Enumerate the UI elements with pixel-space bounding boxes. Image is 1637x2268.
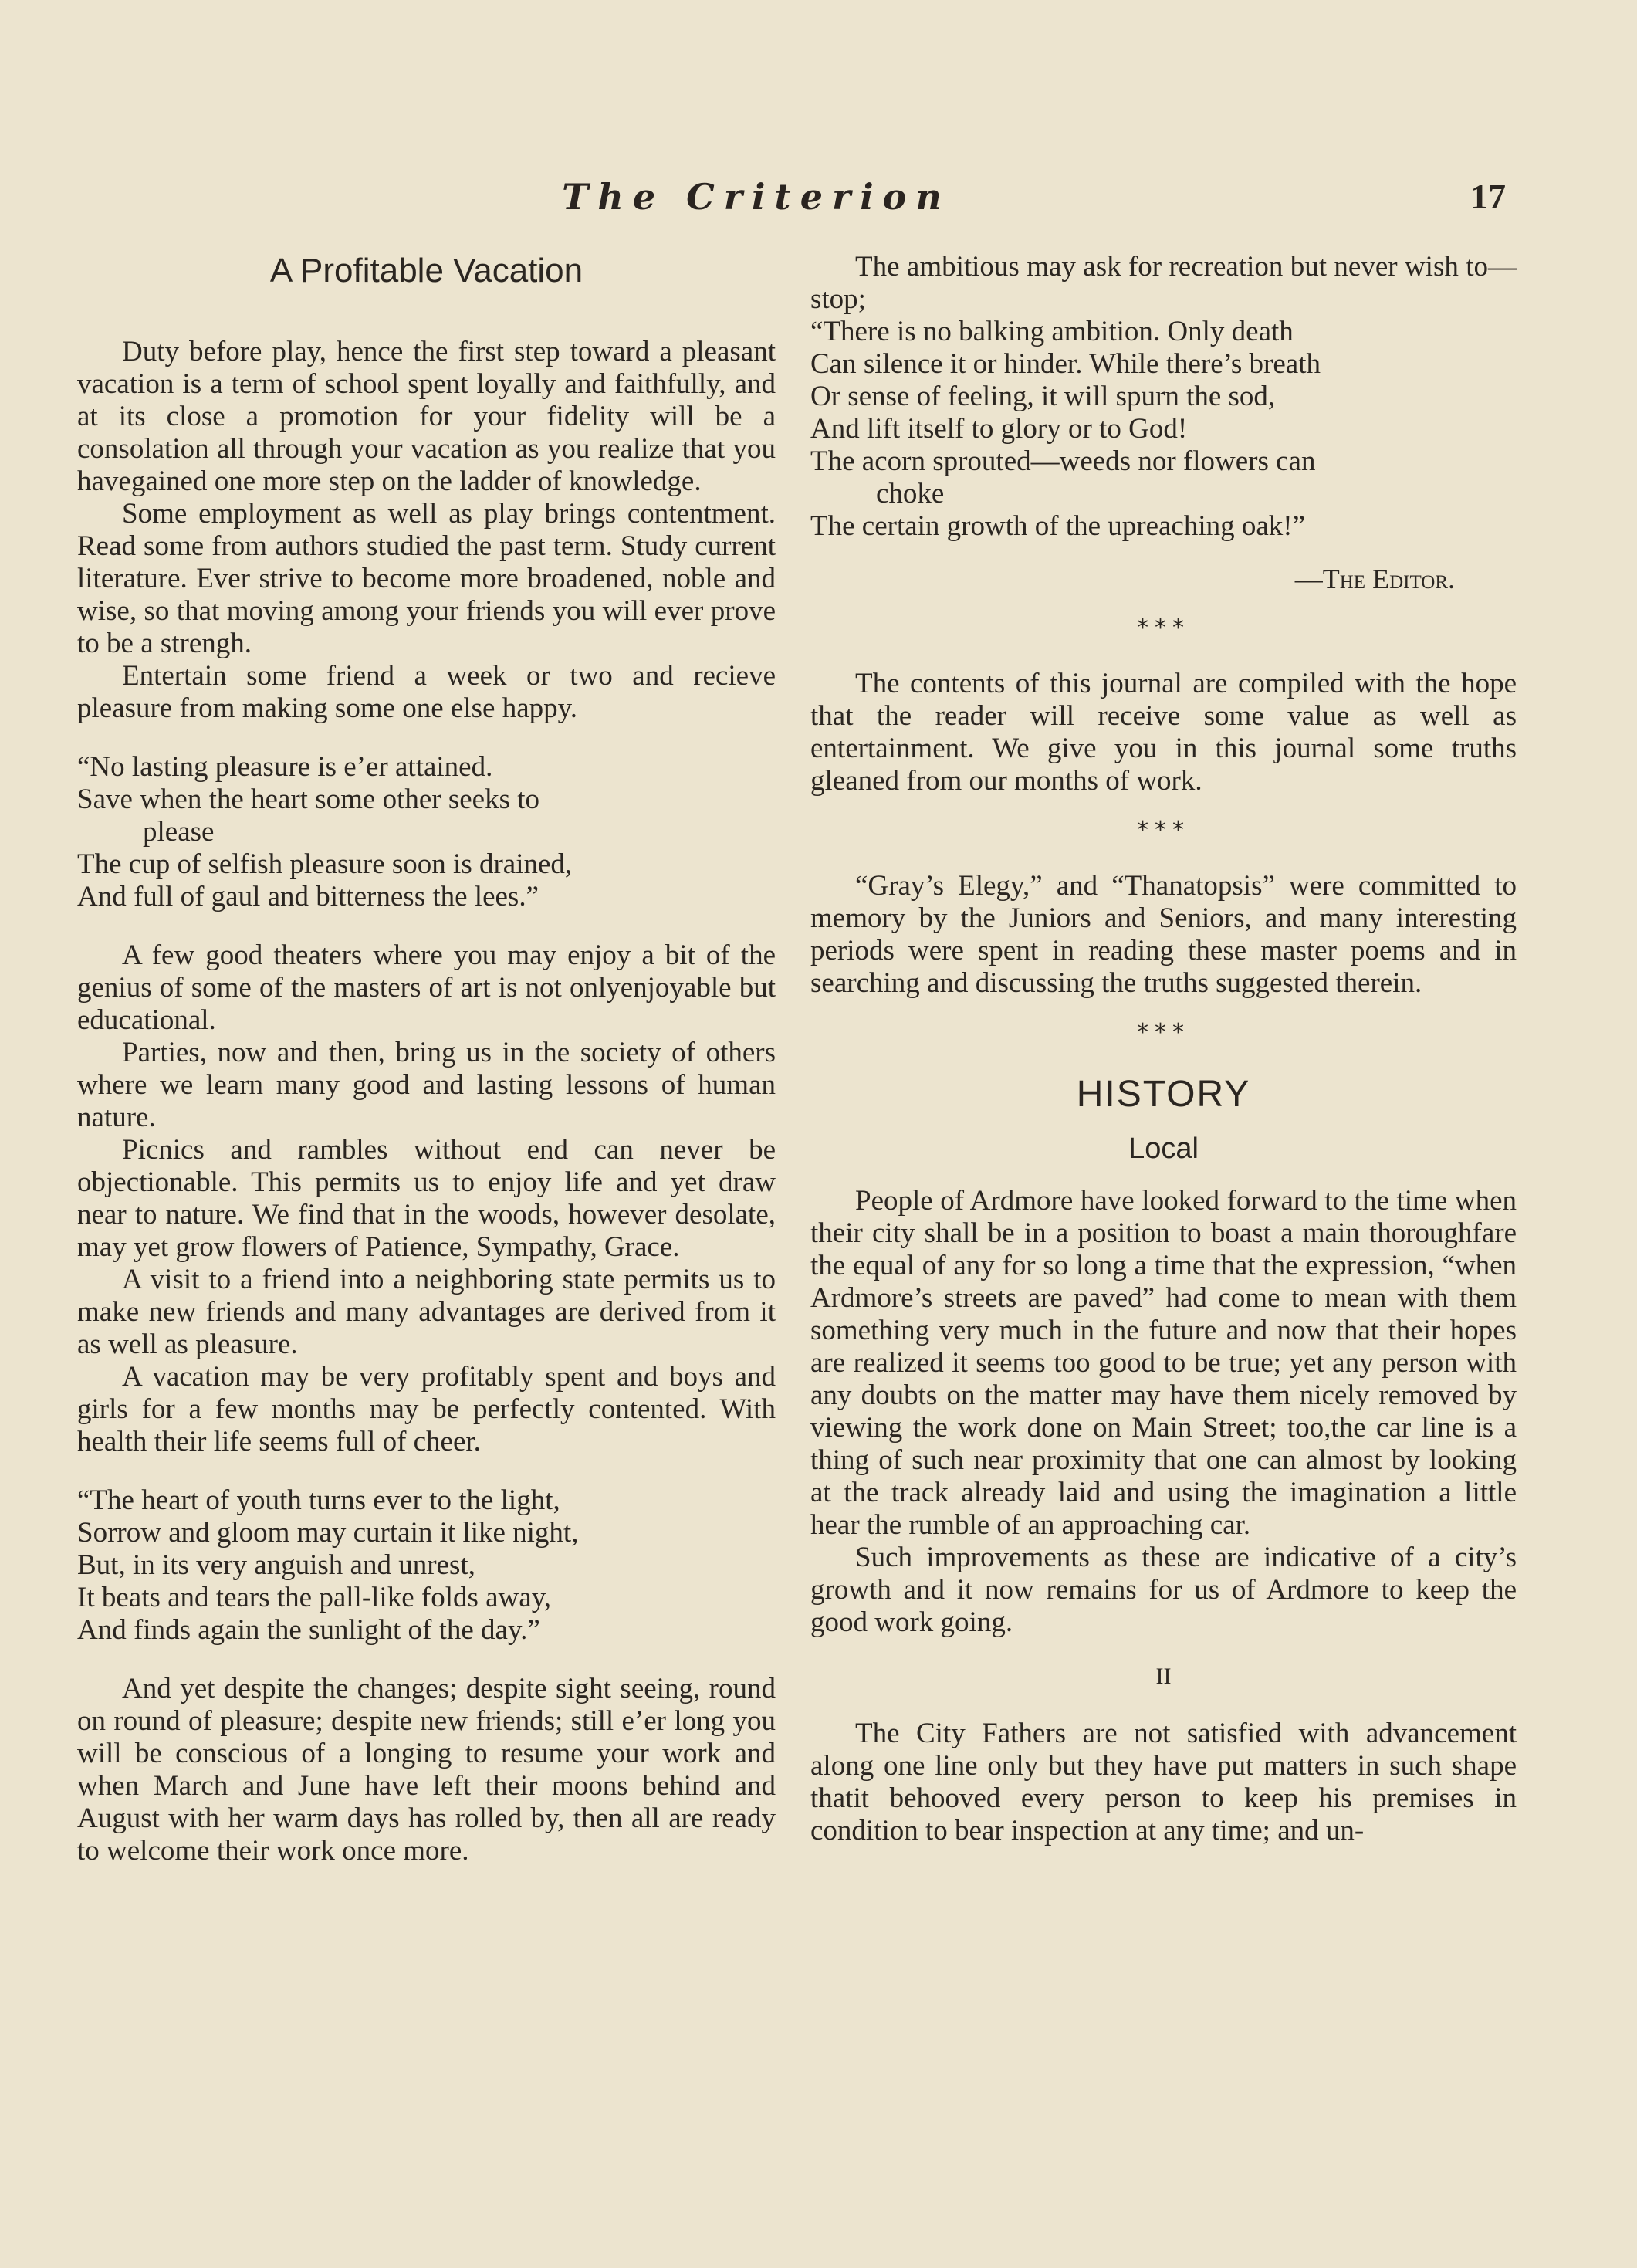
poem-line: The certain growth of the upreaching oak!” — [810, 510, 1306, 542]
poem-line: And lift itself to glory or to God! — [810, 413, 1188, 445]
running-title: The Criterion — [562, 176, 951, 218]
paragraph: A visit to a friend into a neighboring state permits us to make new friends and many advantages are derived from it as well as pleasure. — [77, 1264, 776, 1360]
section-divider-stars: *** — [1137, 614, 1190, 641]
poem-line: “There is no balking ambition. Only death — [810, 316, 1294, 347]
paragraph: A few good theaters where you may enjoy a bit of the genius of some of the masters of art is not onlyenjoyable but educational. — [77, 939, 776, 1036]
paragraph: Entertain some friend a week or two and recieve pleasure from making some one else happy. — [77, 660, 776, 724]
paragraph: Parties, now and then, bring us in the society of others where we learn many good and lasting lessons of human nature. — [77, 1037, 776, 1133]
poem-line: And full of gaul and bitterness the lees.” — [77, 881, 539, 912]
poem-line: But, in its very anguish and unrest, — [77, 1549, 475, 1581]
signature-dash: — — [1294, 564, 1323, 594]
poem-line: Save when the heart some other seeks to — [77, 784, 540, 815]
page-number: 17 — [1470, 177, 1506, 216]
poem-quote — [810, 316, 1517, 543]
poem-line: Sorrow and gloom may curtain it like night, — [77, 1517, 579, 1549]
paragraph: The contents of this journal are compiled with the hope that the reader will receive some value as well as entertainment. We give you in this journal some truths gleaned from our months of work. — [810, 668, 1517, 797]
signature-name: The Editor. — [1322, 564, 1455, 594]
poem-quote — [77, 751, 776, 913]
paragraph: The ambitious may ask for recreation but never wish to—stop; — [810, 251, 1517, 315]
paragraph: The City Fathers are not satisfied with advancement along one line only but they have put matters in such shape thatit behooved every person to keep his premises in condition to bear inspection at any time; and un- — [810, 1718, 1517, 1847]
paragraph: Duty before play, hence the first step toward a pleasant vacation is a term of school spent loyally and faithfully, and at its close a promotion for your fidelity will be a consolation all through your vacation as you realize that you havegained one more step on the ladder of knowledge. — [77, 336, 776, 497]
history-heading: HISTORY — [1076, 1074, 1251, 1115]
left-column — [77, 251, 776, 1867]
paragraph: A vacation may be very profitably spent and boys and girls for a few months may be perfectly contented. With health their life seems full of cheer. — [77, 1361, 776, 1457]
paragraph: And yet despite the changes; despite sight seeing, round on round of pleasure; despite new friends; still e’er long you will be conscious of a longing to resume your work and when March and June have left their moons behind and August with her warm days has rolled by, then all are ready to welcome their work once more. — [77, 1673, 776, 1867]
right-column — [810, 251, 1517, 1847]
paragraph: People of Ardmore have looked forward to the time when their city shall be in a position to boast a main thoroughfare the equal of any for so long a time that the expression, “when Ardmore’s streets are paved” had come to mean with them something very much in the future and now that their hopes are realized it seems too good to be true; yet any person with any doubts on the matter may have them nicely removed by viewing the work done on Main Street; too,the car line is a thing of such near proximity that one can almost by looking at the track already laid and using the imagination a little hear the rumble of an approaching car. — [810, 1185, 1517, 1541]
poem-line: choke — [876, 478, 945, 509]
page-header — [0, 176, 1637, 230]
paragraph: Such improvements as these are indicative of a city’s growth and it now remains for us of Ardmore to keep the good work going. — [810, 1542, 1517, 1638]
poem-quote — [77, 1484, 776, 1647]
poem-line: It beats and tears the pall-like folds away, — [77, 1582, 552, 1613]
poem-line: Or sense of feeling, it will spurn the sod, — [810, 381, 1276, 412]
poem-line: Can silence it or hinder. While there’s breath — [810, 348, 1321, 380]
paragraph: “Gray’s Elegy,” and “Thanatopsis” were committed to memory by the Juniors and Seniors, and many interesting periods were spent in reading these master poems and in searching and discussing the truths suggested therein. — [810, 870, 1517, 999]
paragraph: Some employment as well as play brings contentment. Read some from authors studied the past term. Study current literature. Ever strive to become more broadened, noble and wise, so that moving among your friends you will ever prove to be a strengh. — [77, 498, 776, 659]
poem-line: The acorn sprouted—weeds nor flowers can — [810, 445, 1316, 477]
paragraph: Picnics and rambles without end can never be objectionable. This permits us to enjoy life and yet draw near to nature. We find that in the woods, however desolate, may yet grow flowers of Patience, Sympathy, Grace. — [77, 1134, 776, 1263]
poem-line: The cup of selfish pleasure soon is drained, — [77, 848, 573, 880]
article-title: A Profitable Vacation — [269, 252, 583, 289]
section-divider-stars: *** — [1137, 1019, 1190, 1046]
editor-signature — [810, 563, 1517, 595]
section-number: II — [1155, 1664, 1172, 1689]
poem-line: please — [143, 816, 215, 848]
local-subheading: Local — [1128, 1132, 1199, 1165]
section-divider-stars: *** — [1137, 817, 1190, 844]
poem-line: And finds again the sunlight of the day.” — [77, 1614, 540, 1646]
poem-line: “The heart of youth turns ever to the light, — [77, 1484, 560, 1516]
poem-line: “No lasting pleasure is e’er attained. — [77, 751, 493, 783]
